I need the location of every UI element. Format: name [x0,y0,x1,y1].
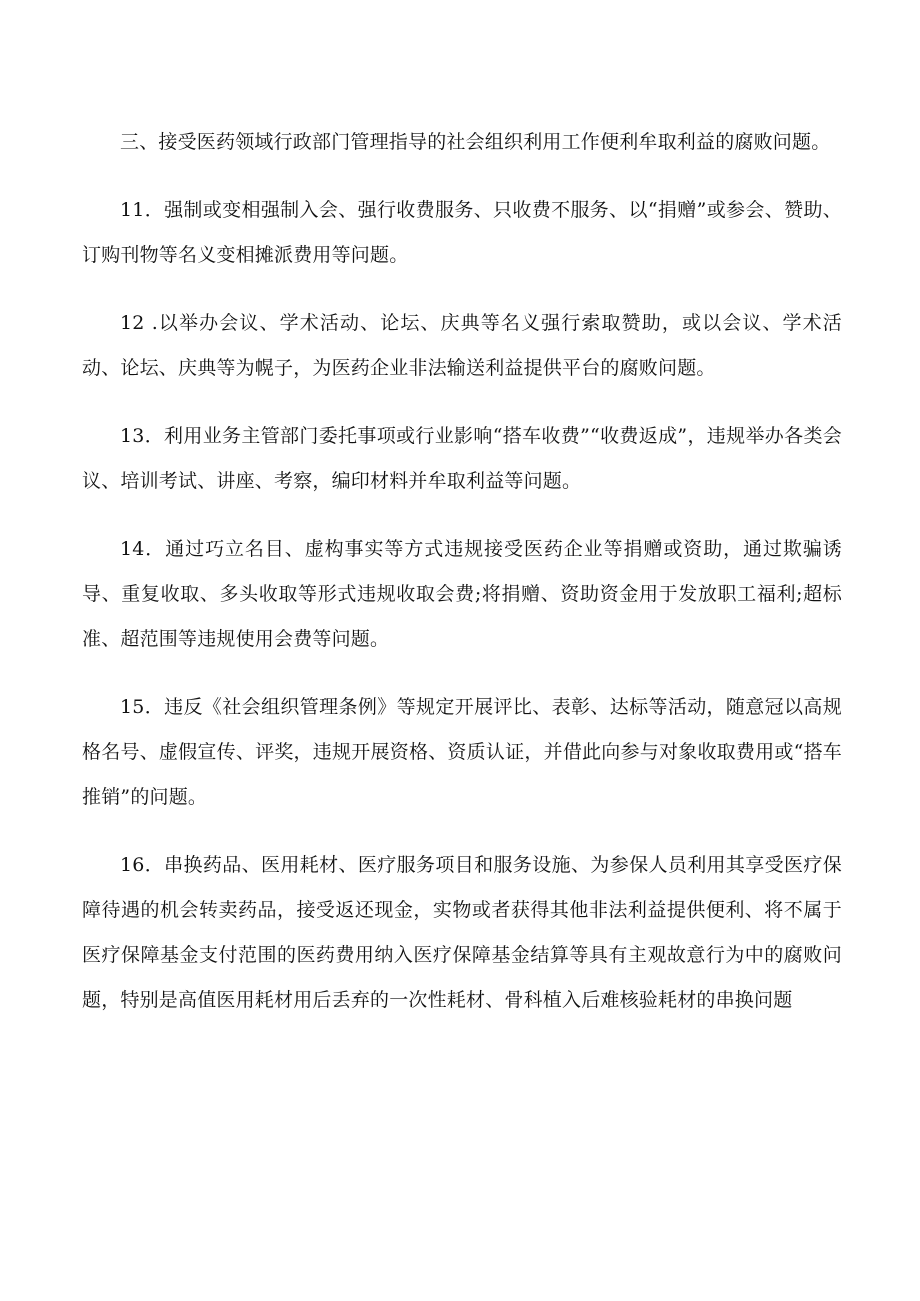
item-11-paragraph: 11．强制或变相强制入会、强行收费服务、只收费不服务、以“捐赠”或参会、赞助、订购刊物等名义变相摊派费用等问题。 [82,199,842,266]
section-heading-paragraph: 三、接受医药领域行政部门管理指导的社会组织利用工作便利牟取利益的腐败问题。 [120,131,831,153]
item-16-paragraph: 16．串换药品、医用耗材、医疗服务项目和服务设施、为参保人员利用其享受医疗保障待遇的机会转卖药品，接受返还现金，实物或者获得其他非法利益提供便利、将不属于医疗保障基金支付范围的医药费用纳入医疗保障基金结算等具有主观故意行为中的腐败问题，特别是高值医用耗材用后丢弃的一次性耗材、骨科植入后难核验耗材的串换问题 [82,854,842,1011]
document-body [82,120,842,1046]
item-13-paragraph: 13．利用业务主管部门委托事项或行业影响“搭车收费”“收费返成”，违规举办各类会议、培训考试、讲座、考察，编印材料并牟取利益等问题。 [82,425,842,492]
item-15-paragraph: 15．违反《社会组织管理条例》等规定开展评比、表彰、达标等活动，随意冠以高规格名号、虚假宣传、评奖，违规开展资格、资质认证，并借此向参与对象收取费用或“搭车推销”的问题。 [82,696,842,808]
item-12-paragraph: 12 .以举办会议、学术活动、论坛、庆典等名义强行索取赞助，或以会议、学术活动、论坛、庆典等为幌子，为医药企业非法输送利益提供平台的腐败问题。 [82,312,842,379]
item-14-paragraph: 14．通过巧立名目、虚构事实等方式违规接受医药企业等捐赠或资助，通过欺骗诱导、重复收取、多头收取等形式违规收取会费;将捐赠、资助资金用于发放职工福利;超标准、超范围等违规使用会费等问题。 [82,538,842,650]
